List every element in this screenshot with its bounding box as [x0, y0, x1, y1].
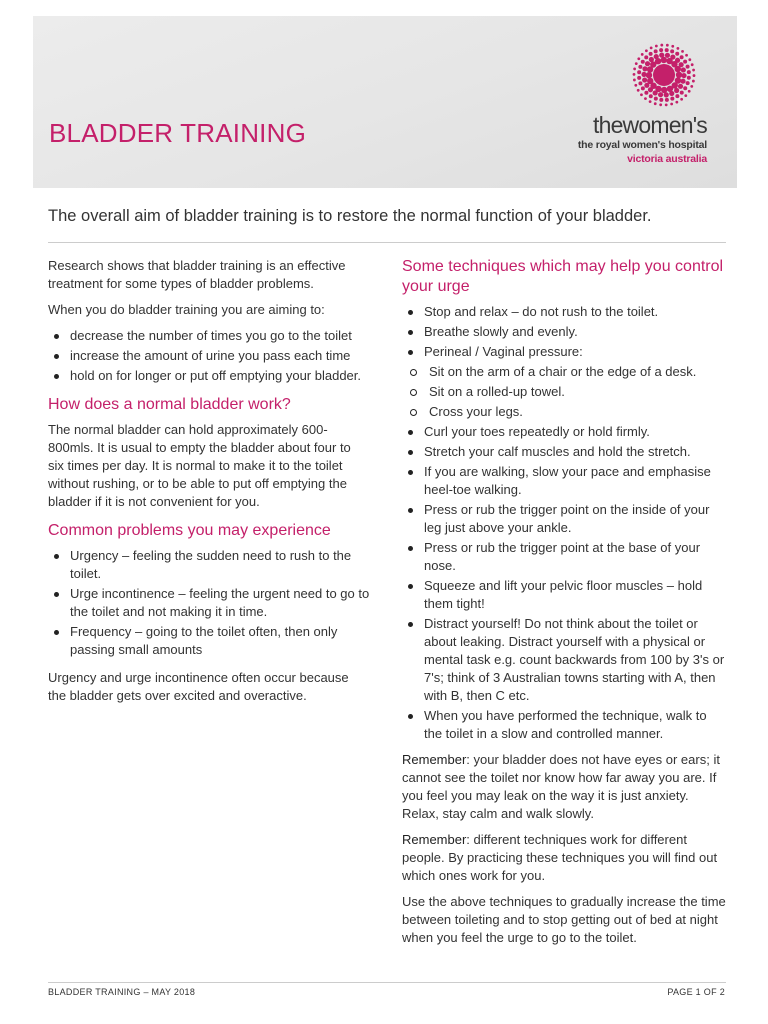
page-title: BLADDER TRAINING	[49, 118, 306, 148]
heading-techniques: Some techniques which may help you control your urge	[402, 258, 724, 295]
heading-common-problems: Common problems you may experience	[48, 522, 331, 539]
footer-title: BLADDER TRAINING – MAY 2018	[48, 987, 196, 997]
remember-text: : different techniques work for different people. By practicing these techniques you will find out which ones work for you.	[402, 832, 718, 883]
list-item: Urge incontinence – feeling the urgent need to go to the toilet and not making it in time.	[48, 585, 370, 621]
techniques-list	[402, 303, 728, 743]
list-item: If you are walking, slow your pace and emphasise heel-toe walking.	[402, 463, 728, 499]
list-item: decrease the number of times you go to the toilet	[48, 327, 370, 345]
header-banner	[33, 16, 737, 188]
divider-footer	[48, 982, 726, 983]
divider-top	[48, 242, 726, 243]
problems-list	[48, 547, 370, 659]
list-item: Press or rub the trigger point on the inside of your leg just above your ankle.	[402, 501, 728, 537]
left-column	[48, 257, 370, 713]
right-column	[402, 257, 728, 955]
aims-list	[48, 327, 370, 385]
logo-burst-icon	[629, 40, 699, 110]
sub-list-item: Sit on the arm of a chair or the edge of a desk.	[402, 363, 728, 381]
final-paragraph: Use the above techniques to gradually increase the time between toileting and to stop getting out of bed at night when you feel the urge to go to the toilet.	[402, 894, 726, 945]
remember-paragraph-2	[402, 831, 728, 885]
list-item: Stop and relax – do not rush to the toilet.	[402, 303, 728, 321]
list-item: When you have performed the technique, walk to the toilet in a slow and controlled manner.	[402, 707, 728, 743]
remember-label: Remember	[402, 752, 467, 767]
sub-list-item: Sit on a rolled-up towel.	[402, 383, 728, 401]
sub-list-item: Cross your legs.	[402, 403, 728, 421]
list-item: Distract yourself! Do not think about the toilet or about leaking. Distract yourself with a physical or mental task e.g. count backwards from 100 by 3's or 7's; think of 3 Australian towns starting with A, then with B, then C etc.	[402, 615, 728, 705]
list-item: Frequency – going to the toilet often, then only passing small amounts	[48, 623, 370, 659]
normal-bladder-paragraph: The normal bladder can hold approximately 600-800mls. It is usual to empty the bladder about four to six times per day. It is normal to make it to the toilet without rushing, or to be able to put off emptying the bladder if it is not convenient for you.	[48, 422, 351, 509]
footer-page-number: PAGE 1 OF 2	[667, 987, 725, 997]
heading-normal-bladder: How does a normal bladder work?	[48, 396, 291, 413]
aims-intro: When you do bladder training you are aiming to:	[48, 302, 325, 317]
logo-brand-name: thewomen's	[592, 112, 707, 138]
remember-text: : your bladder does not have eyes or ears; it cannot see the toilet nor know how far away you are. If you feel you may leak on the way it is just anxiety. Relax, stay calm and walk slowly.	[402, 752, 720, 821]
intro-text: The overall aim of bladder training is to restore the normal function of your bladder.	[48, 207, 652, 225]
list-item: increase the amount of urine you pass each time	[48, 347, 370, 365]
list-item: Curl your toes repeatedly or hold firmly.	[402, 423, 728, 441]
list-item: Press or rub the trigger point at the base of your nose.	[402, 539, 728, 575]
research-paragraph: Research shows that bladder training is an effective treatment for some types of bladder problems.	[48, 258, 346, 291]
list-item: Perineal / Vaginal pressure:	[402, 343, 728, 361]
list-item: Urgency – feeling the sudden need to rush to the toilet.	[48, 547, 370, 583]
remember-paragraph-1	[402, 751, 728, 823]
list-item: Stretch your calf muscles and hold the stretch.	[402, 443, 728, 461]
logo-location: victoria australia	[627, 153, 707, 165]
urgency-paragraph: Urgency and urge incontinence often occur because the bladder gets over excited and overactive.	[48, 670, 349, 703]
list-item: Breathe slowly and evenly.	[402, 323, 728, 341]
list-item: hold on for longer or put off emptying your bladder.	[48, 367, 370, 385]
list-item: Squeeze and lift your pelvic floor muscles – hold them tight!	[402, 577, 728, 613]
logo-hospital-name: the royal women's hospital	[577, 139, 707, 151]
remember-label: Remember	[402, 832, 467, 847]
